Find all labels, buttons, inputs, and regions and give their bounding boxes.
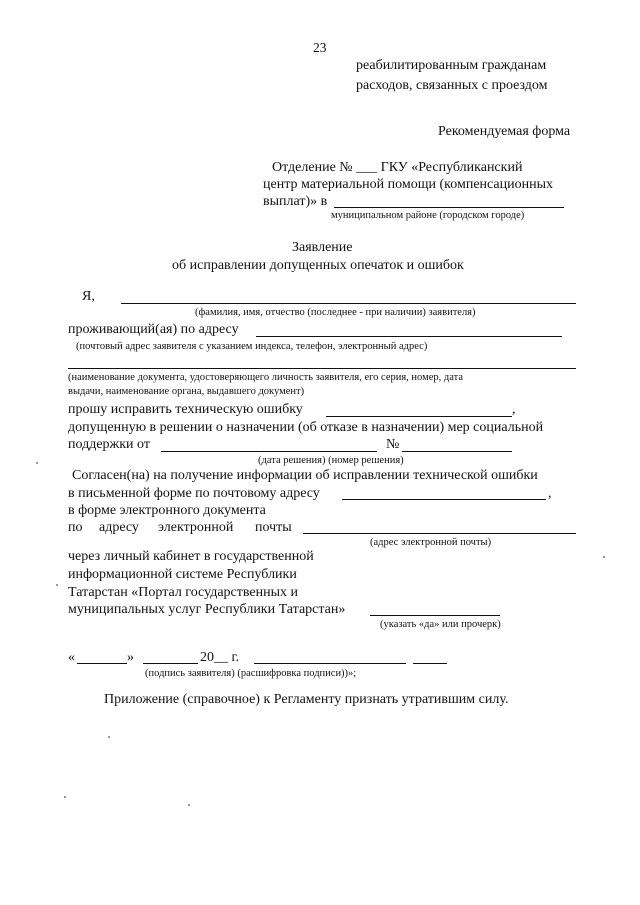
support-prefix: поддержки от (68, 437, 150, 452)
signature-caption: (подпись заявителя) (расшифровка подписи))»; (145, 668, 357, 679)
region-blank-line (334, 207, 564, 208)
region-caption: муниципальном районе (городском городе) (331, 210, 525, 221)
title-line-1: Заявление (292, 240, 353, 255)
fio-caption: (фамилия, имя, отчество (последнее - при наличии) заявителя) (195, 307, 476, 318)
document-caption-1: (наименование документа, удостоверяющего личность заявителя, его серия, номер, дата (68, 372, 464, 383)
request-line: прошу исправить техническую ошибку (68, 402, 303, 417)
form-label: Рекомендуемая форма (438, 124, 571, 139)
email-word-4: почты (255, 520, 292, 535)
scan-speck (56, 584, 58, 586)
signature-line (254, 663, 406, 664)
address-line-3: выплат)» в (263, 194, 328, 209)
address-caption: (почтовый адрес заявителя с указанием индекса, телефон, электронный адрес) (76, 341, 428, 352)
scan-speck (108, 736, 110, 738)
decision-line: допущенную в решении о назначении (об отказе в назначении) мер социальной (68, 420, 544, 435)
decision-date-line (161, 451, 377, 452)
date-caption: (дата решения) (номер решения) (258, 455, 404, 466)
consent-line: Согласен(на) на получение информации об исправлении технической ошибки (72, 468, 538, 483)
title-line-2: об исправлении допущенных опечаток и ошибок (172, 258, 464, 273)
i-prefix: Я, (82, 289, 95, 304)
day-line (77, 663, 127, 664)
scan-speck (36, 462, 38, 464)
living-address-line (256, 336, 562, 337)
error-line (326, 416, 512, 417)
month-line (143, 663, 198, 664)
date-close-quote: » (127, 650, 134, 665)
email-caption: (адрес электронной почты) (370, 537, 492, 548)
living-prefix: проживающий(ая) по адресу (68, 322, 239, 337)
indicate-line (370, 615, 500, 616)
scan-speck (188, 804, 190, 806)
cabinet-line-4: муниципальных услуг Республики Татарстан» (68, 602, 346, 617)
cabinet-line-2: информационной системе Республики (68, 567, 297, 582)
electronic-form: в форме электронного документа (68, 503, 266, 518)
post-address-line (342, 499, 546, 500)
header-line-1: реабилитированным гражданам (356, 58, 547, 73)
header-line-2: расходов, связанных с проездом (356, 78, 548, 93)
date-open-quote: « (68, 650, 75, 665)
email-word-3: электронной (158, 520, 234, 535)
email-line (303, 533, 576, 534)
email-word-2: адресу (99, 520, 139, 535)
footer-note: Приложение (справочное) к Регламенту признать утратившим силу. (104, 692, 509, 707)
address-line-2: центр материальной помощи (компенсационных (263, 177, 553, 192)
address-line-1: Отделение № ___ ГКУ «Республиканский (272, 160, 523, 175)
comma-2: , (548, 486, 552, 501)
email-word-1: по (68, 520, 83, 535)
scan-speck (603, 556, 605, 558)
number-sign: № (386, 437, 400, 452)
document-caption-2: выдачи, наименование органа, выдавшего документ) (68, 386, 305, 397)
comma: , (512, 402, 516, 417)
post-prefix: в письменной форме по почтовому адресу (68, 486, 320, 501)
indicate-caption: (указать «да» или прочерк) (380, 619, 501, 630)
cabinet-line-3: Татарстан «Портал государственных и (68, 585, 298, 600)
year-label: 20__ г. (200, 650, 240, 665)
decision-number-line (402, 451, 512, 452)
fio-line (121, 303, 576, 304)
page-number: 23 (313, 40, 327, 55)
cabinet-line-1: через личный кабинет в государственной (68, 549, 314, 564)
scan-speck (64, 796, 66, 798)
decryption-line (413, 663, 447, 664)
document-line (68, 368, 576, 369)
